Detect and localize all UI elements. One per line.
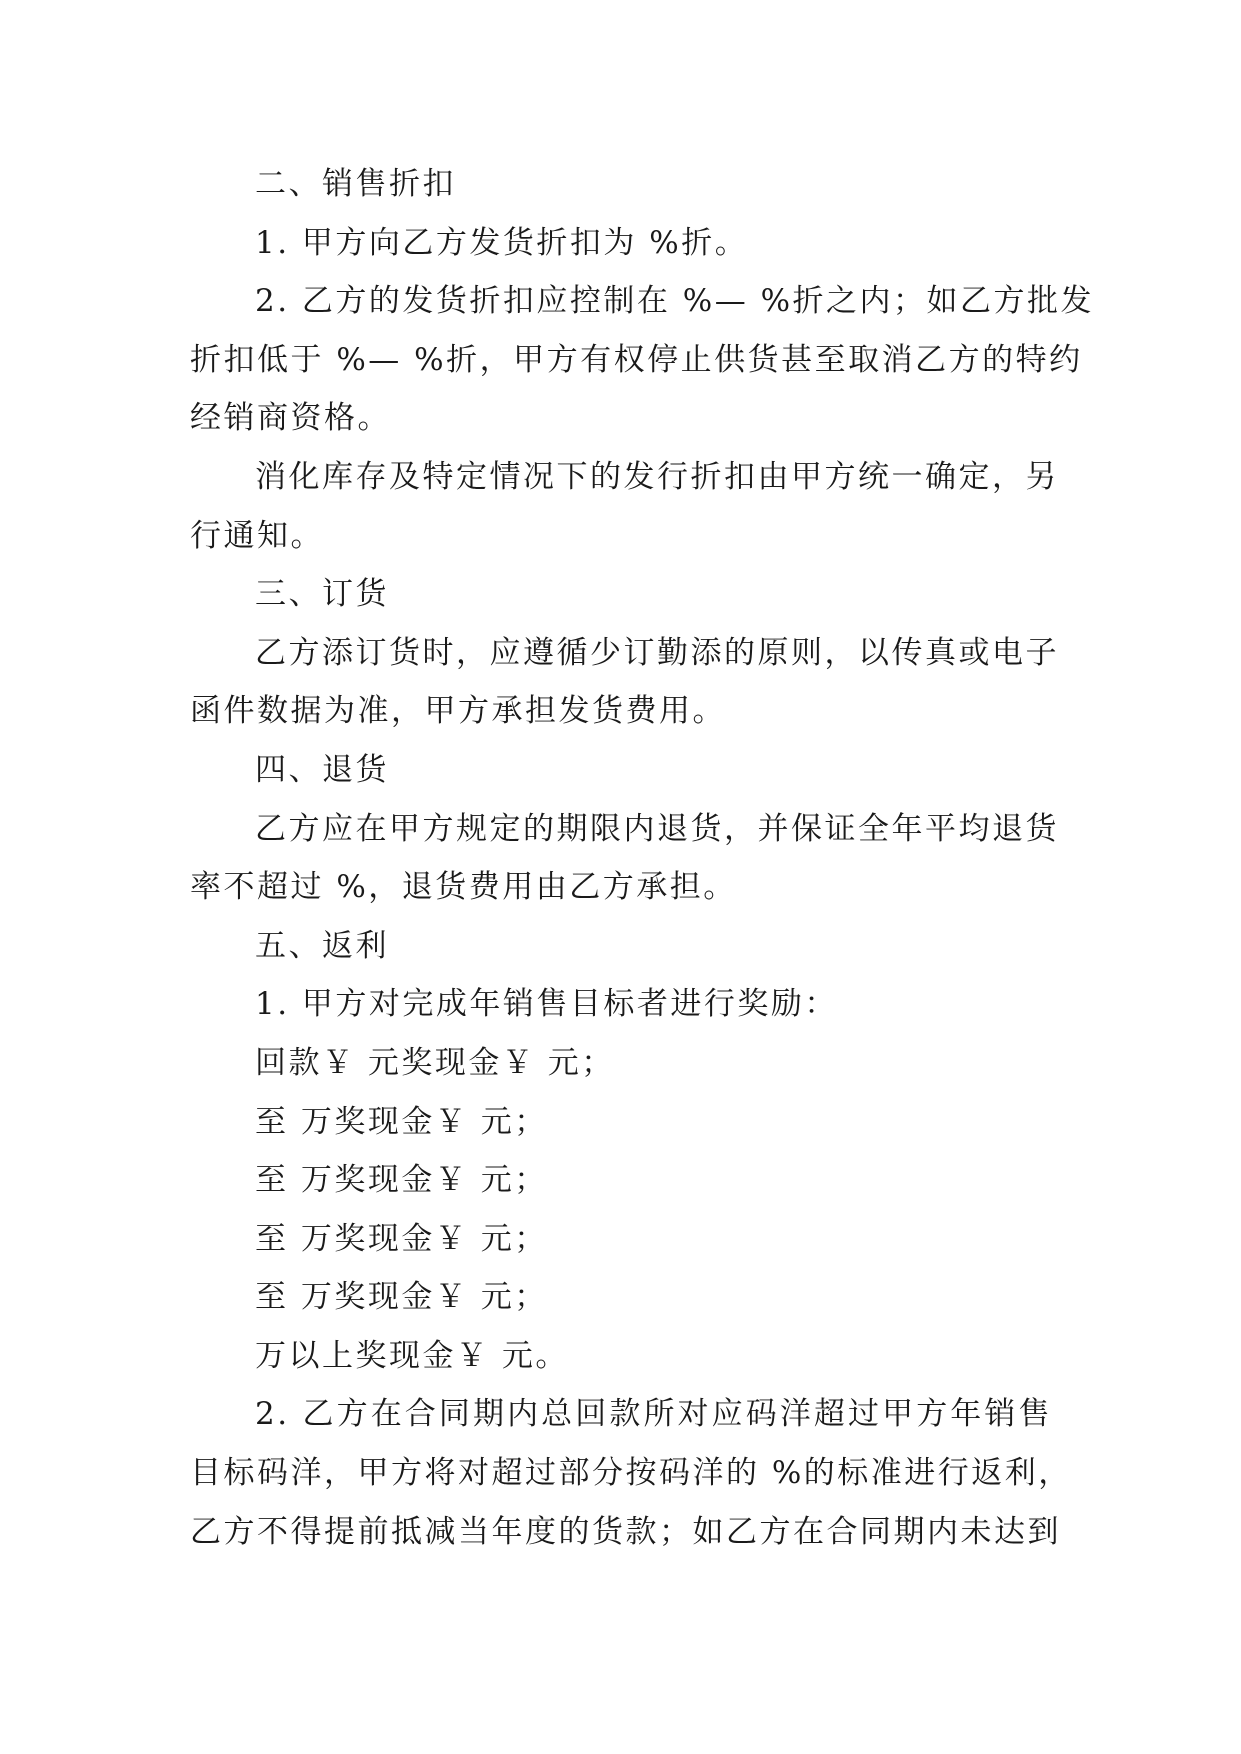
section-heading-returns: 四、退货	[255, 751, 389, 788]
reward-tier-line: 回款￥ 元奖现金￥ 元；	[255, 1044, 615, 1081]
paragraph-line: 经销商资格。	[190, 400, 391, 437]
section-heading-ordering: 三、订货	[255, 576, 389, 613]
reward-tier-line: 至 万奖现金￥ 元；	[255, 1103, 548, 1140]
reward-tier-line: 至 万奖现金￥ 元；	[255, 1279, 548, 1316]
paragraph-line: 行通知。	[190, 517, 324, 554]
paragraph-line: 函件数据为准，甲方承担发货费用。	[190, 693, 726, 730]
paragraph-line: 2. 乙方的发货折扣应控制在 %— %折之内；如乙方批发	[255, 283, 1095, 320]
paragraph-line: 折扣低于 %— %折，甲方有权停止供货甚至取消乙方的特约	[190, 341, 1083, 378]
paragraph-line: 乙方添订货时，应遵循少订勤添的原则，以传真或电子	[255, 634, 1059, 671]
paragraph-line: 1. 甲方对完成年销售目标者进行奖励：	[255, 986, 838, 1023]
paragraph-line: 乙方应在甲方规定的期限内退货，并保证全年平均退货	[255, 810, 1059, 847]
reward-tier-line: 至 万奖现金￥ 元；	[255, 1220, 548, 1257]
paragraph-line: 乙方不得提前抵减当年度的货款；如乙方在合同期内未达到	[190, 1513, 1061, 1550]
paragraph-line: 2. 乙方在合同期内总回款所对应码洋超过甲方年销售	[255, 1396, 1052, 1433]
paragraph-line: 消化库存及特定情况下的发行折扣由甲方统一确定，另	[255, 458, 1059, 495]
paragraph-line: 率不超过 %，退货费用由乙方承担。	[190, 869, 737, 906]
paragraph-line: 1. 甲方向乙方发货折扣为 %折。	[255, 224, 749, 261]
section-heading-rebates: 五、返利	[255, 927, 389, 964]
reward-tier-line: 万以上奖现金￥ 元。	[255, 1337, 569, 1374]
paragraph-line: 目标码洋，甲方将对超过部分按码洋的 %的标准进行返利，	[190, 1455, 1072, 1492]
section-heading-sales-discount: 二、销售折扣	[255, 166, 456, 202]
document-body	[190, 155, 1095, 1561]
reward-tier-line: 至 万奖现金￥ 元；	[255, 1162, 548, 1199]
